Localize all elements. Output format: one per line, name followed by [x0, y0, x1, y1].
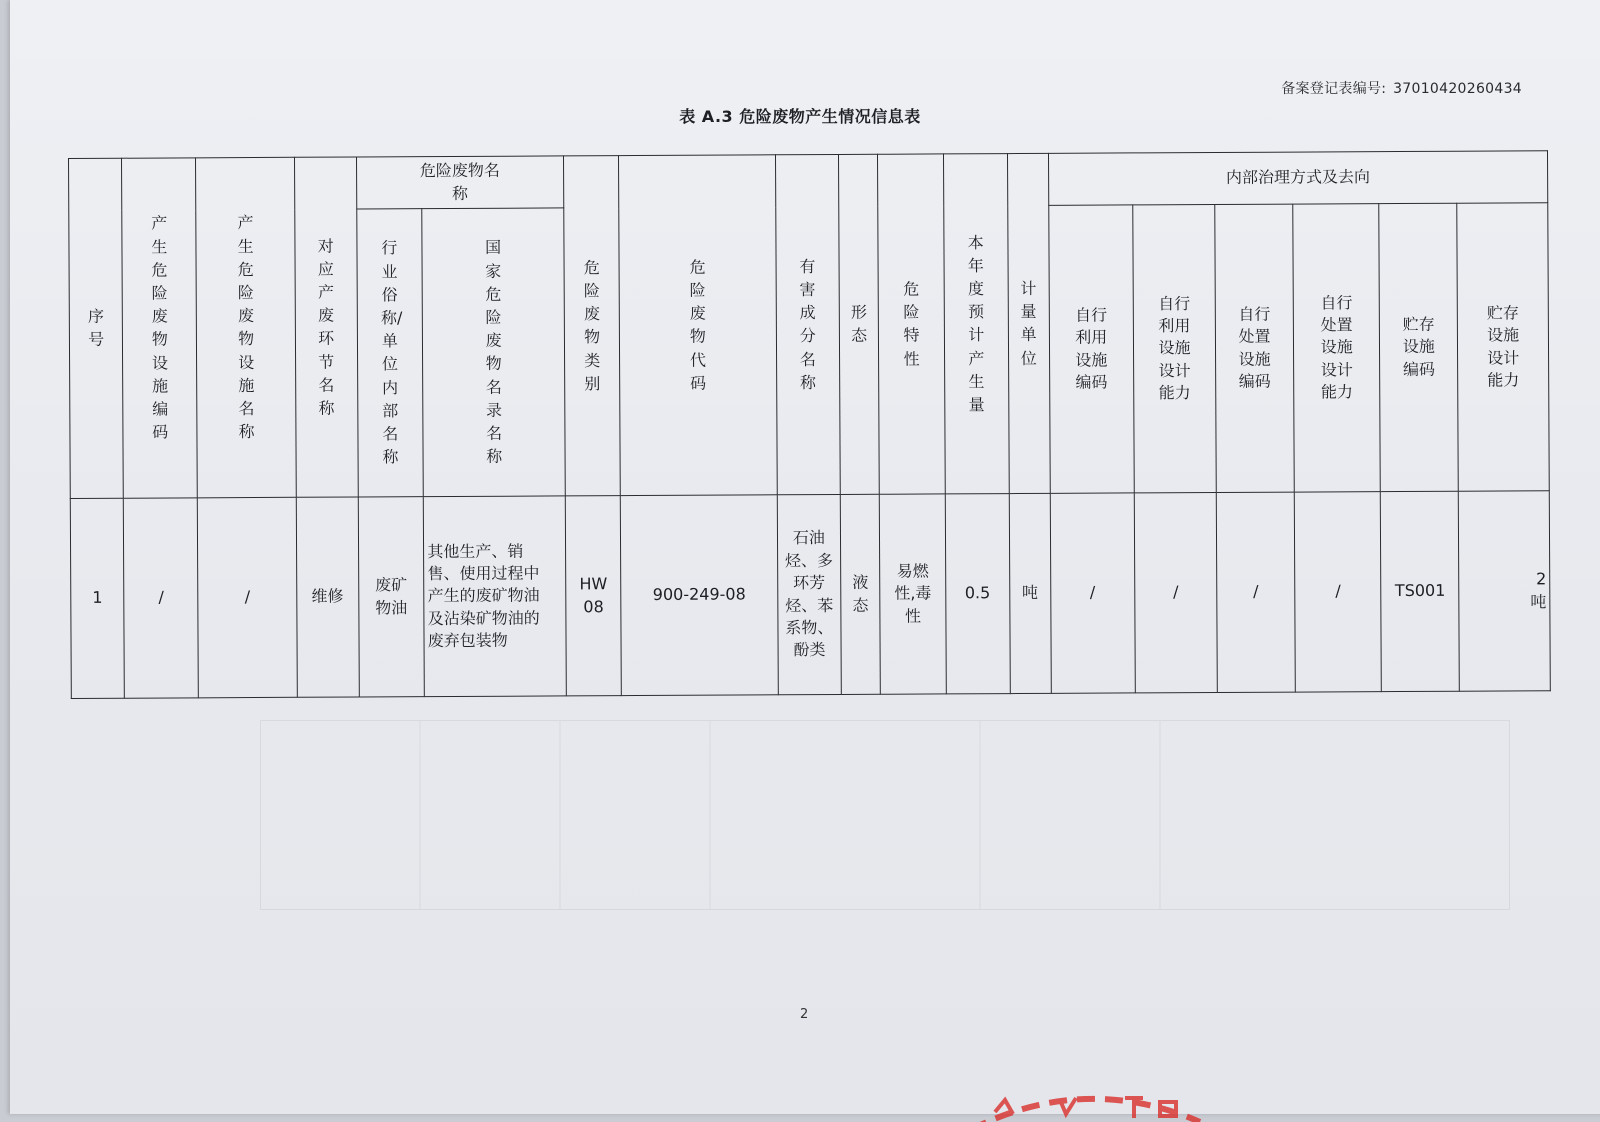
registration-number — [1281, 78, 1522, 98]
table-frame — [68, 150, 1551, 706]
cell-process: 维修 — [296, 497, 359, 697]
header-category: 危险废物类别 — [563, 156, 620, 496]
header-facility-name: 产生危险废物设施名称 — [196, 157, 296, 498]
header-facility-code: 产生危险废物设施编码 — [122, 158, 198, 498]
header-self-use-code: 自行利用设施编码 — [1048, 205, 1134, 493]
table-row — [70, 491, 1550, 699]
cell-components: 石油烃、多环芳烃、苯系物、酚类 — [777, 494, 842, 694]
header-unit: 计量单位 — [1007, 153, 1050, 493]
cell-self-use-code: / — [1050, 493, 1135, 693]
header-components: 有害成分名称 — [775, 154, 840, 494]
header-storage-code: 贮存设施编码 — [1379, 203, 1459, 491]
cell-code: 900-249-08 — [621, 495, 778, 696]
cell-hazard: 易燃性,毒性 — [879, 494, 946, 694]
header-storage-capacity: 贮存设施设计能力 — [1457, 203, 1549, 491]
cell-self-disposal-code: / — [1216, 492, 1295, 692]
header-annual-amount: 本年度预计产生量 — [943, 154, 1008, 494]
cell-category: HW08 — [565, 496, 621, 696]
header-seq: 序号 — [69, 158, 124, 498]
red-seal-stamp — [965, 1082, 1205, 1122]
header-process: 对应产废环节名称 — [294, 157, 357, 497]
cell-self-disposal-capacity: / — [1294, 492, 1381, 692]
registration-label: 备案登记表编号: — [1281, 81, 1387, 97]
header-code: 危险废物代码 — [619, 155, 777, 496]
registration-value: 37010420260434 — [1393, 81, 1522, 97]
cell-form: 液态 — [840, 494, 880, 694]
cell-facility-code: / — [124, 498, 199, 698]
page-number: 2 — [800, 1007, 809, 1022]
header-self-disposal-capacity: 自行处置设施设计能力 — [1293, 204, 1381, 492]
cell-storage-capacity: 2吨 — [1459, 491, 1551, 691]
header-self-use-capacity: 自行利用设施设计能力 — [1133, 204, 1217, 492]
cell-storage-code: TS001 — [1381, 491, 1460, 691]
page-title: 表 A.3 危险废物产生情况信息表 — [679, 107, 921, 126]
hazardous-waste-table — [68, 150, 1551, 699]
cell-common-name: 废矿物油 — [358, 497, 425, 697]
header-common-name: 行业俗称/单位内部名称 — [356, 209, 423, 497]
cell-annual-amount: 0.5 — [945, 494, 1010, 694]
cell-national-name: 其他生产、销售、使用过程中产生的废矿物油及沾染矿物油的废弃包装物 — [424, 496, 567, 697]
header-self-disposal-code: 自行处置设施编码 — [1215, 204, 1295, 492]
cell-seq: 1 — [70, 498, 124, 698]
cell-unit: 吨 — [1009, 493, 1051, 693]
header-hazard: 危险特性 — [878, 154, 945, 494]
header-form: 形态 — [839, 154, 880, 494]
cell-self-use-capacity: / — [1134, 492, 1217, 692]
header-waste-name-group: 危险废物名称 — [356, 156, 564, 209]
header-national-name: 国家危险废物名录名称 — [422, 208, 565, 497]
document-page — [10, 0, 1600, 1114]
show-through-shadow — [260, 720, 1510, 910]
header-internal-group: 内部治理方式及去向 — [1048, 151, 1548, 206]
cell-facility-name: / — [198, 497, 298, 698]
